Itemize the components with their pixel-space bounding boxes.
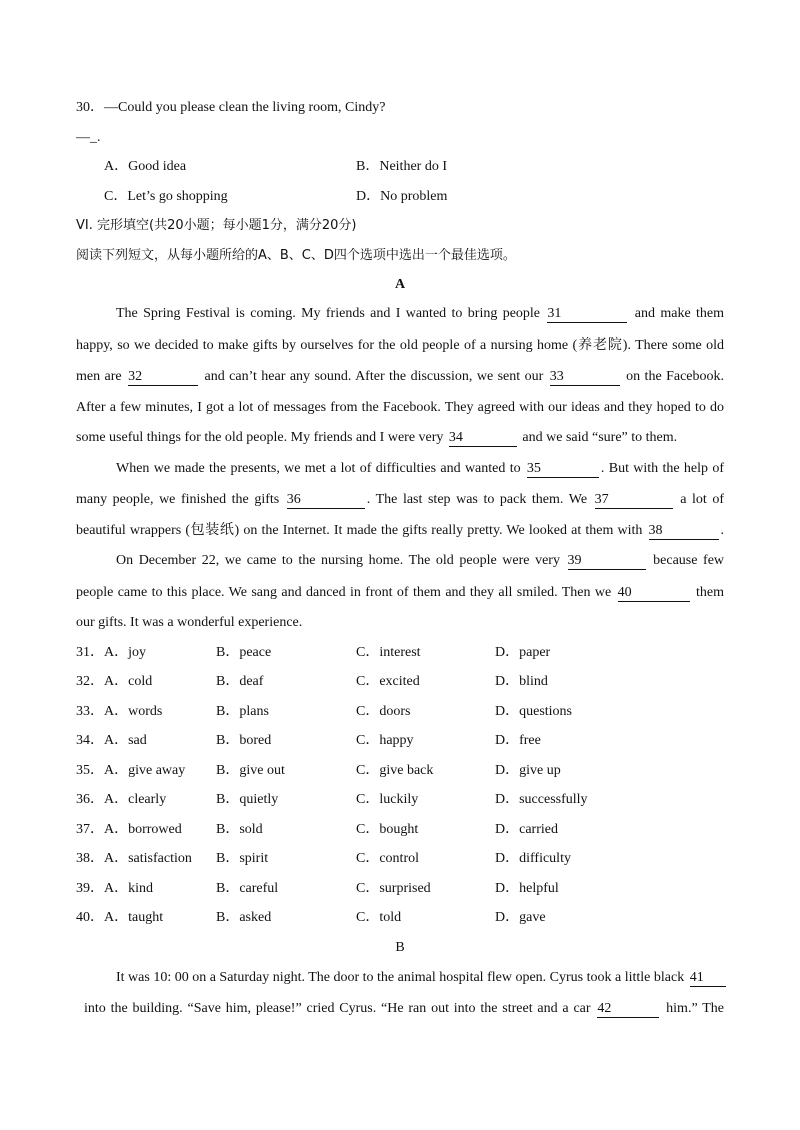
- passage-a-line: The Spring Festival is coming. My friends and I wanted to bring people 31 and make them: [116, 306, 725, 321]
- passage-b-line: into the building. “Save him, please!” cried Cyrus. “He ran out into the street and a car 42 him.” The: [84, 1001, 724, 1016]
- question-30-option-d: D．No problem: [356, 189, 448, 204]
- blank-34: 34: [449, 430, 517, 447]
- blank-39: 39: [568, 553, 646, 570]
- passage-a-line: beautiful wrappers (包装纸) on the Internet. It made the gifts really pretty. We looked at them with 38 .: [76, 523, 724, 538]
- question-30-option-a: A．Good idea: [104, 159, 187, 174]
- passage-a-line: many people, we finished the gifts 36 . The last step was to pack them. We 37 a lot of: [76, 492, 725, 507]
- passage-b-line: It was 10: 00 on a Saturday night. The door to the animal hospital flew open. Cyrus took a little black 41: [116, 968, 724, 988]
- blank-37: 37: [595, 492, 673, 509]
- section-heading: VI. 完形填空(共20小题；每小题1分，满分20分): [76, 218, 357, 233]
- passage-a-line: When we made the presents, we met a lot of difficulties and wanted to 35 . But with the help of: [116, 461, 724, 476]
- passage-a-line: After a few minutes, I got a lot of messages from the Facebook. They agreed with our ideas and they hoped to do: [76, 400, 724, 415]
- blank-41: 41: [690, 970, 726, 987]
- section-instruction: 阅读下列短文，从每小题所给的A、B、C、D四个选项中选出一个最佳选项。: [76, 248, 516, 263]
- passage-a-line: happy, so we decided to make gifts by ourselves for the old people of a nursing home (养老院). There some old: [76, 338, 724, 353]
- blank-38: 38: [649, 523, 719, 540]
- blank-36: 36: [287, 492, 365, 509]
- passage-a-line: some useful things for the old people. My friends and I were very 34 and we said “sure” to them.: [76, 430, 678, 445]
- passage-a-line: our gifts. It was a wonderful experience.: [76, 615, 303, 630]
- question-30-option-c: C．Let’s go shopping: [104, 189, 228, 204]
- blank-35: 35: [527, 461, 599, 478]
- question-30-option-b: B．Neither do I: [356, 159, 447, 174]
- blank-33: 33: [550, 369, 620, 386]
- passage-a-line: people came to this place. We sang and danced in front of them and they all smiled. Then we 40 them: [76, 585, 725, 600]
- passage-a-line: On December 22, we came to the nursing home. The old people were very 39 because few: [116, 553, 725, 568]
- blank-32: 32: [128, 369, 198, 386]
- question-30-stem: 30．—Could you please clean the living room, Cindy?: [76, 100, 386, 115]
- passage-b-label: B: [395, 940, 405, 955]
- passage-a-label: A: [394, 277, 406, 292]
- blank-42: 42: [597, 1001, 659, 1018]
- passage-a-line: men are 32 and can’t hear any sound. After the discussion, we sent our 33 on the Facebook.: [76, 369, 725, 384]
- blank-31: 31: [547, 306, 627, 323]
- question-30-reply: —_.: [76, 130, 101, 145]
- blank-40: 40: [618, 585, 690, 602]
- exam-page: 30．—Could you please clean the living room, Cindy? —_. A．Good idea B．Neither do I C．Let’s go shopping D．No problem VI. 完形填空(共20小题；每小题1分，满分20分) 阅读下列短文，从每小题所给的A、B、C、D四个选项中选出一个最佳选项。 A The Spring Festival is coming. My friends and I wanted to bring people 31 and make them happy, so we decided to make gifts by ourselves for the old people of a nursing home (养老院). There some old men are 32 and can’t hear any sound. After the discussion, we sent our 33 on the Facebook. After a few minutes, I got a lot of messages from the Facebook. They agreed with our ideas and they hoped to do some useful things for the old people. My friends and I were very 34 and we said “sure” to them. When we made the presents, we met a lot of difficulties and wanted to 35 . But with the help of many people, we finished the gifts 36 . The last step was to pack them. We 37 a lot of beautiful wrappers (包装纸) on the Internet. It made the gifts really pretty. We looked at them with 38 . On December 22, we came to the nursing home. The old people were very 39 because few people came to this place. We sang and danced in front of them and they all smiled. Then we 40 them our gifts. It was a wonderful experience. 31． A．joy B．peace C．interest D．paper 32． A．cold B．deaf C．excited D．blind 33． A．words B．plans C．doors D．questions 34． A．sad B．bored C．happy D．free 35． A．give away B．give out C．give back D．give up 36． A．clearly B．quietly C．luckily D．successfully 37． A．borrowed B．sold C．bought D．carried 38． A．satisfaction B．spirit C．control D．difficulty 39． A．kind B．careful C．surprised D．helpful 40． A．taught B．asked C．told D．gave B It was 10: 00 on a Saturday night. The door to the animal hospital flew open. Cyrus took a little black 41 into the building. “Save him, please!” cried Cyrus. “He ran out into the street and a car 42 him.” The: [0, 0, 800, 1130]
